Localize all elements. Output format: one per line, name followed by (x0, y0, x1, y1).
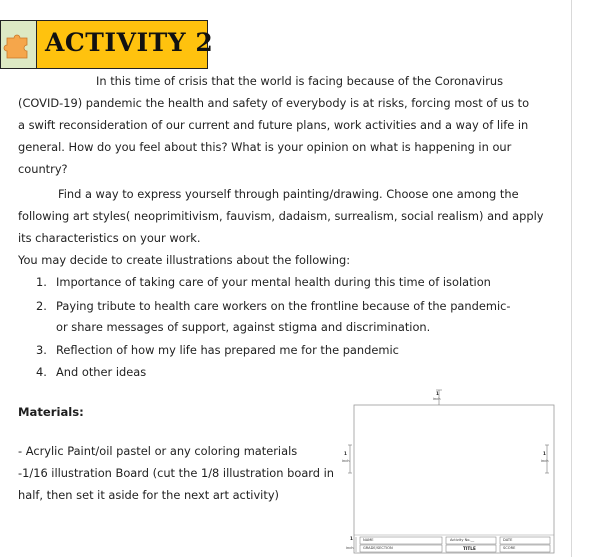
list-item: Importance of taking care of your mental health during this time of isolation (56, 275, 491, 289)
list-number: 3. (36, 343, 47, 357)
top-margin-unit: inch (433, 397, 441, 401)
list-item: Reflection of how my life has prepared me for the pandemic (56, 343, 399, 357)
label-activity-no: Activity No.__ (450, 538, 475, 542)
left-margin-unit: inch (342, 459, 350, 463)
header-title-cell (36, 20, 214, 69)
label-name: NAME (363, 538, 374, 542)
label-grade-section: GRADE/SECTION (363, 546, 393, 550)
paragraph-line: Find a way to express yourself through painting/drawing. Choose one among the (58, 187, 519, 201)
right-margin-value: 1 (543, 451, 546, 456)
top-margin-value: 1 (436, 391, 439, 396)
paragraph-line: general. How do you feel about this? What is your opinion on what is happening in our (18, 140, 512, 154)
board-outline (342, 385, 572, 557)
activity-header (0, 20, 214, 69)
list-item: And other ideas (56, 365, 147, 379)
puzzle-piece-icon (1, 21, 36, 68)
paragraph-line: its characteristics on your work. (18, 231, 201, 245)
bottom-margin-value: 1 (350, 536, 353, 541)
left-margin-value: 1 (344, 451, 347, 456)
paragraph-line: following art styles( neoprimitivism, fauvism, dadaism, surrealism, social realism) and apply (18, 209, 544, 223)
paragraph-line: country? (18, 162, 68, 176)
bottom-margin-unit: inch (346, 546, 354, 550)
header-icon-cell (0, 20, 37, 69)
list-number: 1. (36, 275, 47, 289)
activity-title: ACTIVITY 2 (45, 28, 214, 57)
materials-heading: Materials: (18, 405, 84, 419)
list-item: Paying tribute to health care workers on the frontline because of the pandemic- (56, 299, 511, 313)
list-number: 2. (36, 299, 47, 313)
right-margin-unit: inch (541, 459, 549, 463)
list-number: 4. (36, 365, 47, 379)
label-title: TITLE (463, 546, 476, 551)
materials-line: half, then set it aside for the next art activity) (18, 488, 279, 502)
paragraph-line: (COVID-19) pandemic the health and safety of everybody is at risks, forcing most of us to (18, 96, 530, 110)
paragraph-line: In this time of crisis that the world is facing because of the Coronavirus (96, 74, 504, 88)
label-score: SCORE (503, 546, 516, 550)
board-layout-diagram (342, 385, 572, 557)
materials-line: - Acrylic Paint/oil pastel or any coloring materials (18, 444, 298, 458)
paragraph-line: You may decide to create illustrations about the following: (18, 253, 351, 267)
materials-line: -1/16 illustration Board (cut the 1/8 illustration board in (18, 466, 335, 480)
label-date: DATE (503, 538, 513, 542)
list-item-continued: or share messages of support, against stigma and discrimination. (56, 320, 431, 334)
paragraph-line: a swift reconsideration of our current and future plans, work activities and a way of life in (18, 118, 529, 132)
